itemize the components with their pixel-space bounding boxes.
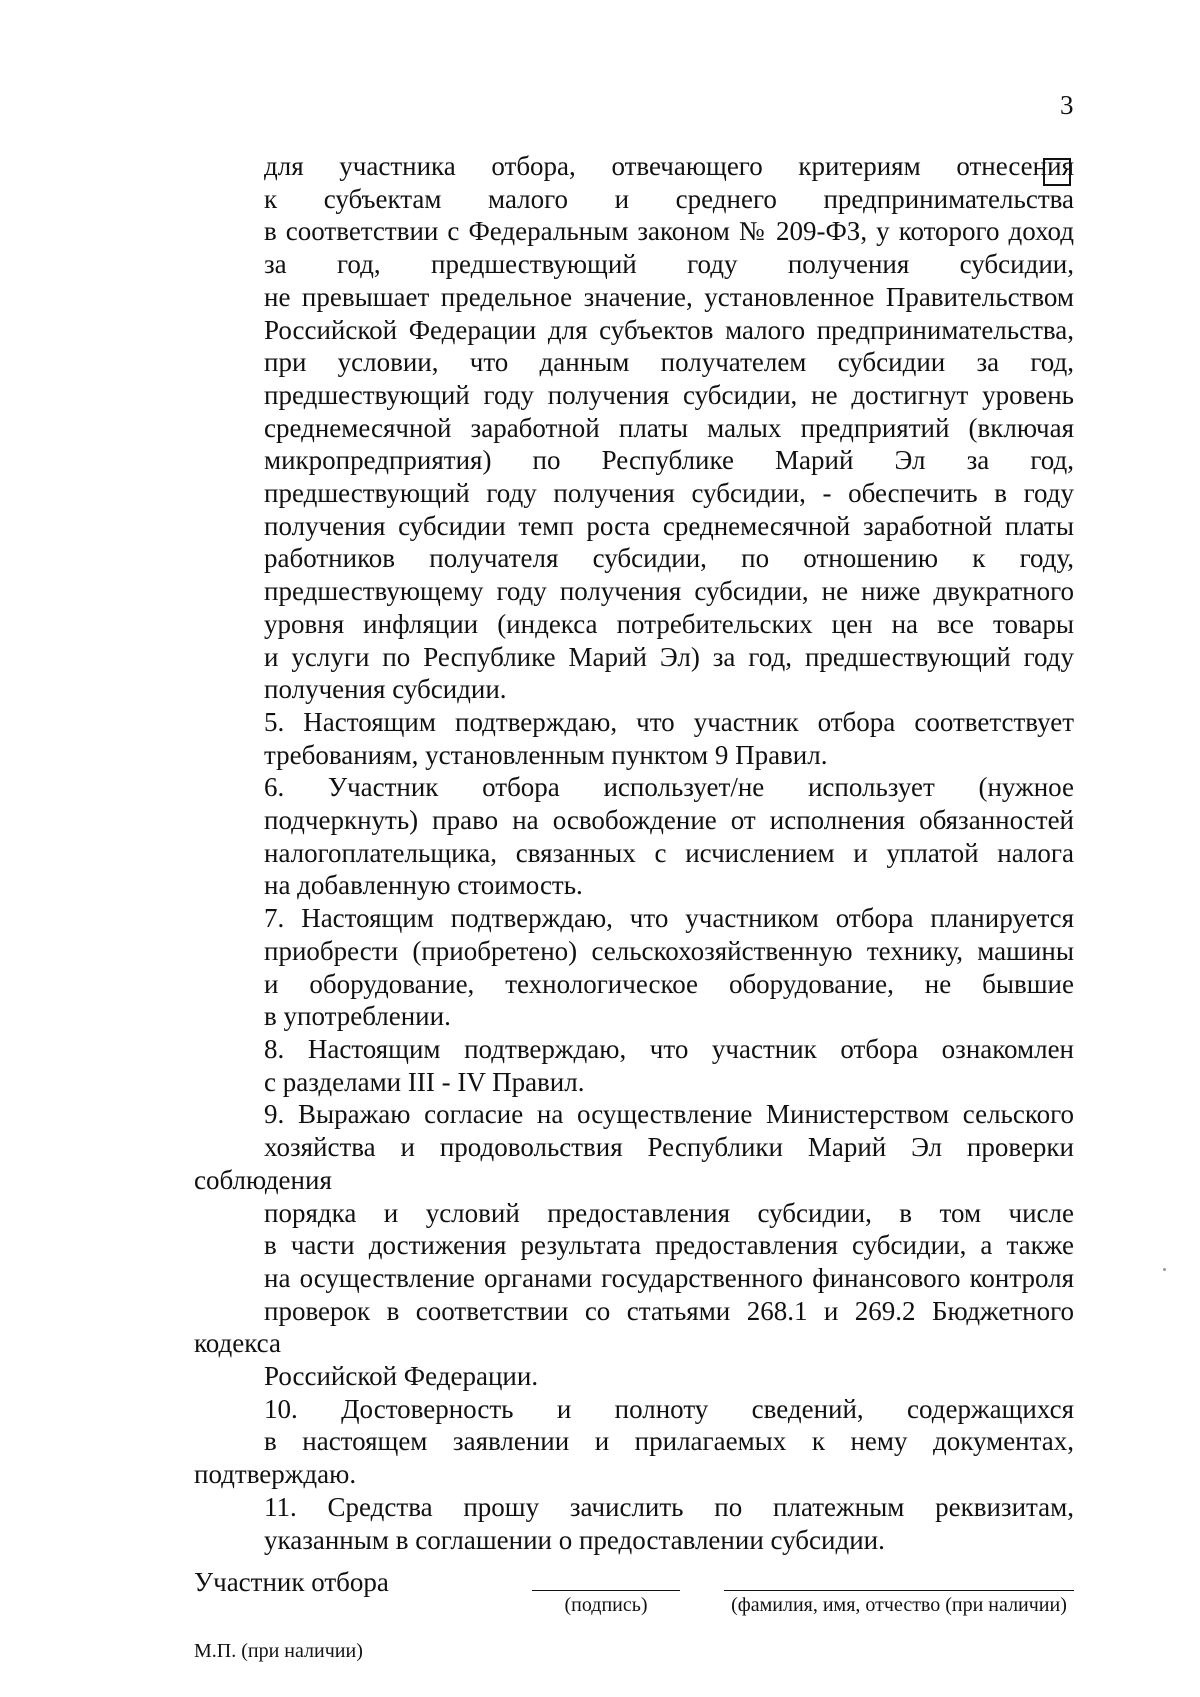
scan-artifact [1163, 1268, 1166, 1271]
text-line: 6. Участник отбора использует/не использует (нужное [264, 772, 1074, 803]
paragraph-9 [194, 1098, 1074, 1392]
text-line: в соответствии с Федеральным законом № 209-ФЗ, у которого доход [264, 216, 1074, 247]
text-line: предшествующему году получения субсидии, не ниже двукратного [264, 576, 1074, 607]
text-line: указанным в соглашении о предоставлении субсидии. [264, 1524, 885, 1555]
text-line: на добавленную стоимость. [264, 870, 583, 901]
text-line: при условии, что данным получателем субсидии за год, [264, 347, 1074, 378]
text-line: в употреблении. [264, 1001, 451, 1032]
text-line: 7. Настоящим подтверждаю, что участником отбора планируется [264, 903, 1074, 934]
text-line: с разделами III - IV Правил. [264, 1066, 585, 1097]
paragraph-10 [194, 1393, 1074, 1491]
text-line: 10. Достоверность и полноту сведений, содержащихся [264, 1393, 1074, 1424]
text-line: и оборудование, технологическое оборудование, не бывшие [264, 968, 1074, 999]
text-line: среднемесячной заработной платы малых предприятий (включая [264, 412, 1074, 443]
text-line: получения субсидии темп роста среднемесячной заработной платы [264, 510, 1074, 541]
signature-line[interactable] [532, 1590, 680, 1591]
text-line: требованиям, установленным пунктом 9 Правил. [264, 739, 828, 770]
text-line: 8. Настоящим подтверждаю, что участник отбора ознакомлен [264, 1033, 1074, 1064]
text-line: уровня инфляции (индекса потребительских цен на все товары [264, 608, 1074, 639]
stamp-label: М.П. (при наличии) [194, 1640, 363, 1662]
page-number: 3 [1060, 90, 1074, 120]
text-line: на осуществление органами государственного финансового контроля [264, 1262, 1074, 1293]
paragraph-5 [194, 706, 1074, 771]
text-line: Российской Федерации. [264, 1361, 539, 1392]
text-line: в части достижения результата предоставления субсидии, а также [264, 1230, 1074, 1261]
text-line: предшествующий году получения субсидии, не достигнут уровень [264, 379, 1074, 410]
text-line: порядка и условий предоставления субсидии, в том числе [264, 1197, 1074, 1228]
text-line: приобрести (приобретено) сельскохозяйственную технику, машины [264, 935, 1074, 966]
text-line: в настоящем заявлении и прилагаемых к нему документах, подтверждаю. [194, 1426, 1074, 1490]
paragraph-8 [194, 1033, 1074, 1098]
text-line: к субъектам малого и среднего предпринимательства [264, 183, 1074, 214]
text-line: Российской Федерации для субъектов малого предпринимательства, [264, 314, 1074, 345]
document-body [194, 150, 1074, 1556]
text-line: и услуги по Республике Марий Эл) за год, предшествующий году [264, 641, 1074, 672]
text-line: за год, предшествующий году получения субсидии, [264, 249, 1074, 280]
text-line: предшествующий году получения субсидии, - обеспечить в году [264, 478, 1074, 509]
text-line: 9. Выражаю согласие на осуществление Министерством сельского [264, 1099, 1074, 1130]
text-line: налогоплательщика, связанных с исчислением и уплатой налога [264, 837, 1074, 868]
paragraph-6 [194, 771, 1074, 902]
text-line: не превышает предельное значение, установленное Правительством [264, 281, 1074, 312]
text-line: для участника отбора, отвечающего критериям отнесения [264, 151, 1074, 181]
signature-caption: (подпись) [564, 1594, 648, 1616]
text-line: получения субсидии. [264, 674, 507, 705]
paragraph-7 [194, 902, 1074, 1033]
text-line: подчеркнуть) право на освобождение от исполнения обязанностей [264, 805, 1074, 836]
text-line: 11. Средства прошу зачислить по платежным реквизитам, [264, 1491, 1074, 1522]
text-line: проверок в соответствии со статьями 268.1 и 269.2 Бюджетного кодекса [194, 1295, 1074, 1359]
text-line: работников получателя субсидии, по отношению к году, [264, 543, 1074, 574]
full-name-caption: (фамилия, имя, отчество (при наличии) [731, 1594, 1067, 1616]
signature-label: Участник отбора [194, 1567, 389, 1597]
text-line: микропредприятия) по Республике Марий Эл за год, [264, 445, 1074, 476]
paragraph-criteria [194, 150, 1074, 706]
text-line: хозяйства и продовольствия Республики Марий Эл проверки соблюдения [194, 1132, 1074, 1195]
text-line: 5. Настоящим подтверждаю, что участник отбора соответствует [264, 706, 1074, 737]
paragraph-11 [194, 1491, 1074, 1556]
full-name-line[interactable] [724, 1590, 1074, 1591]
